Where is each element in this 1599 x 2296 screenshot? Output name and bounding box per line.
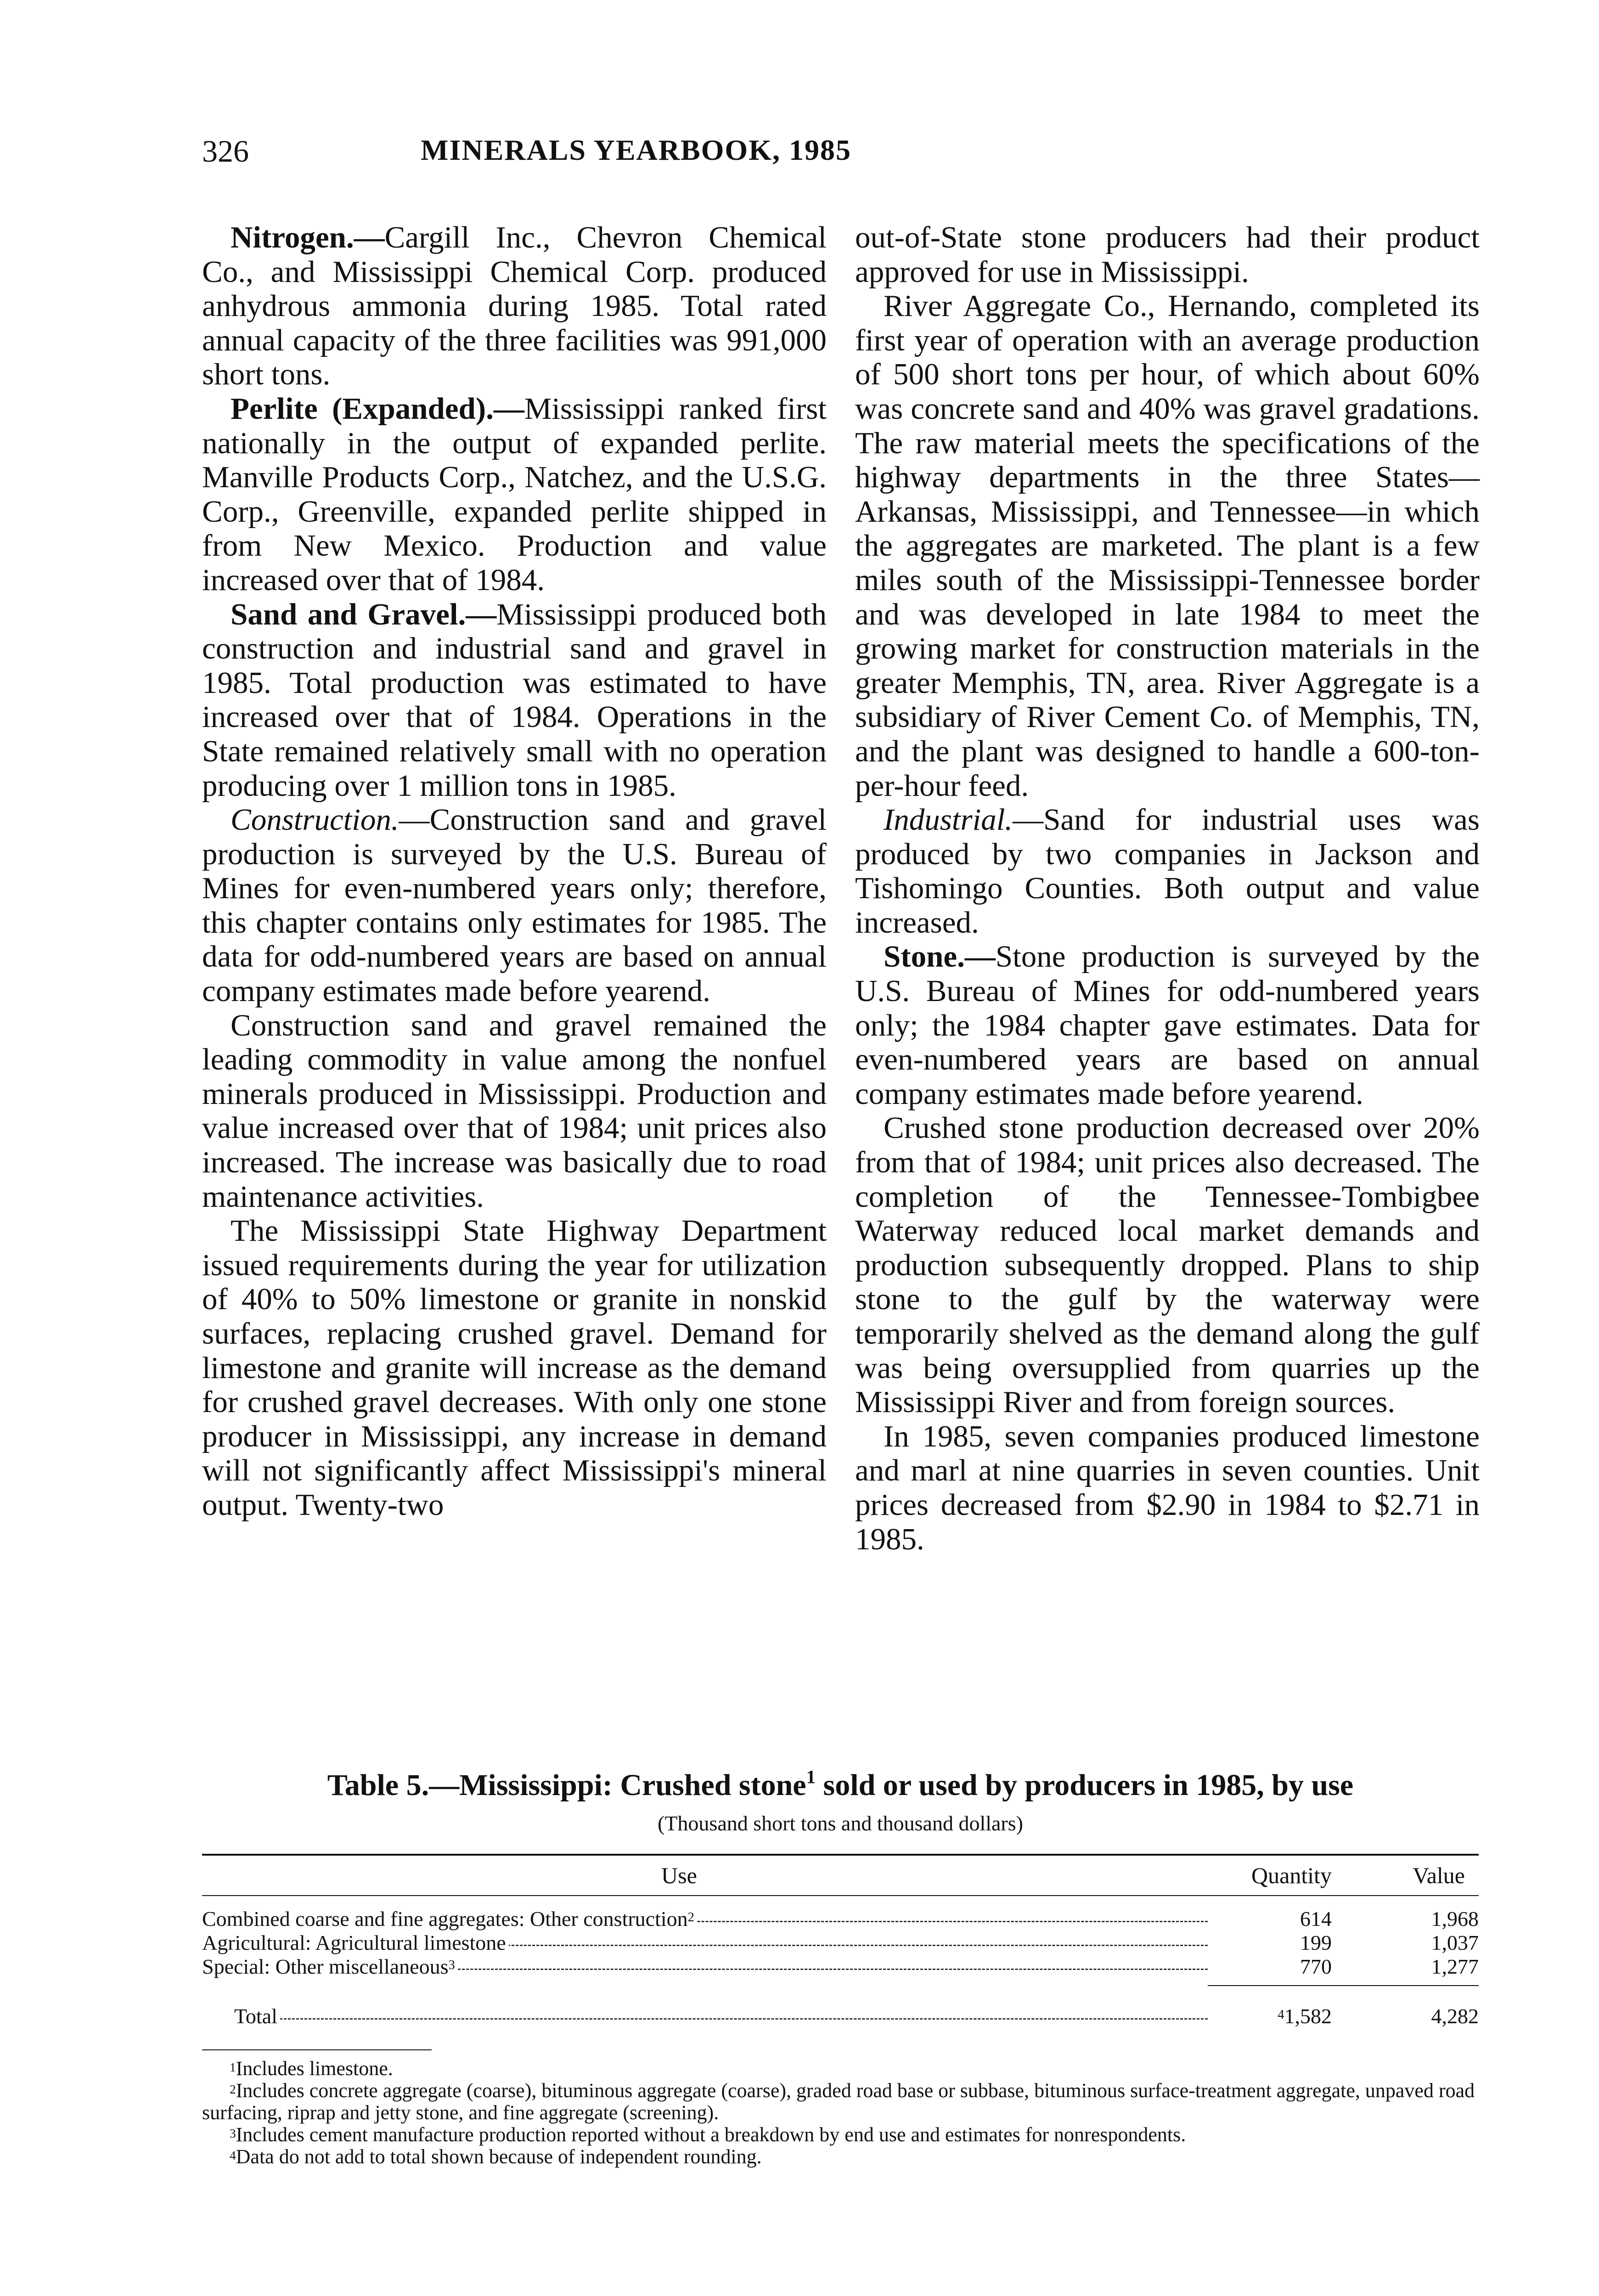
column-header-use: Use: [661, 1863, 697, 1888]
paragraph-text: —Construction sand and gravel production is surveyed by the U.S. Bureau of Mines for even-numbered years only; therefore, this chapter contains only estimates for 1985. The data for odd-numbered years are based on annual company estimates made before yearend.: [202, 803, 827, 1008]
footnote-rule: [202, 2049, 432, 2050]
right-column: [855, 220, 1480, 1556]
row-label: [202, 1907, 697, 1931]
footnote: [202, 2146, 1479, 2168]
total-quantity-text: 1,582: [1284, 2004, 1332, 2028]
column-header-quantity: Quantity: [1251, 1863, 1332, 1888]
heading-nitrogen: Nitrogen.—: [231, 220, 385, 254]
paragraph-text: Stone production is surveyed by the U.S. Bureau of Mines for odd-numbered years only; the 1984 chapter gave estimates. Data for even-numbered years are based on annual company estimates made before yearend.: [855, 940, 1480, 1111]
page-header: [202, 133, 1070, 170]
row-label: [202, 1955, 458, 1979]
row-value: 1,037: [1431, 1931, 1479, 1954]
table-row: [202, 1907, 1479, 1931]
row-quantity: 614: [1300, 1907, 1332, 1930]
row-quantity: 199: [1300, 1931, 1332, 1954]
row-label: [202, 1931, 509, 1955]
paragraph: The Mississippi State Highway Department issued requirements during the year for utilization of 40% to 50% limestone or granite in nonskid surfaces, replacing crushed gravel. Demand for limestone and granite will increase as the demand for crushed gravel decreases. With only one stone producer in Mississippi, any increase in demand will not significantly affect Mississippi's mineral output. Twenty-two: [202, 1214, 827, 1522]
paragraph-sand-gravel: [202, 597, 827, 803]
table-title-text: sold or used by producers in 1985, by use: [816, 1768, 1354, 1802]
column-header-value: Value: [1413, 1863, 1465, 1888]
heading-perlite: Perlite (Expanded).—: [231, 391, 524, 426]
table-title-text: Table 5.—Mississippi: Crushed stone: [327, 1768, 806, 1802]
footnote-text: Data do not add to total shown because of independent rounding.: [236, 2145, 762, 2168]
paragraph: In 1985, seven companies produced limestone and marl at nine quarries in seven counties. Unit prices decreased from $2.90 in 1984 to $2.71 in 1985.: [855, 1419, 1480, 1556]
table-subtitle: (Thousand short tons and thousand dollars): [658, 1812, 1023, 1835]
total-label: Total: [234, 2004, 280, 2028]
footnote-mark: 2: [230, 2082, 236, 2097]
paragraph-text: Mississippi produced both construction and industrial sand and gravel in 1985. Total production was estimated to have increased over that of 1984. Operations in the State remained relatively small with no operation producing over 1 million tons in 1985.: [202, 597, 827, 803]
table-header-row: [202, 1854, 1479, 1895]
table-total-row: [202, 2004, 1479, 2028]
footnote: [202, 2080, 1479, 2124]
paragraph-text: —Sand for industrial uses was produced by two companies in Jackson and Tishomingo Counties. Both output and value increased.: [855, 803, 1480, 940]
table-row: [202, 1931, 1479, 1955]
total-rule: [1208, 1985, 1479, 1986]
total-quantity: [1278, 2004, 1332, 2028]
footnote: [202, 2058, 1479, 2080]
paragraph: Construction sand and gravel remained the leading commodity in value among the nonfuel minerals produced in Mississippi. Production and value increased over that of 1984; unit prices also increased. The increase was basically due to road maintenance activities.: [202, 1008, 827, 1214]
leader-dots: [234, 2018, 1208, 2020]
left-column: [202, 220, 827, 1522]
footnote: [202, 2124, 1479, 2146]
paragraph-industrial: [855, 803, 1480, 940]
paragraph-continued: out-of-State stone producers had their product approved for use in Mississippi.: [855, 220, 1480, 289]
subheading-industrial: Industrial.: [884, 803, 1013, 837]
page-number: 326: [202, 134, 249, 169]
footnote-text: Includes limestone.: [236, 2057, 393, 2080]
heading-stone: Stone.—: [884, 940, 996, 974]
paragraph-text: Mississippi ranked first nationally in the output of expanded perlite. Manville Products Corp., Natchez, and the U.S.G. Corp., Greenville, expanded perlite shipped in from New Mexico. Production and value increased over that of 1984.: [202, 391, 827, 597]
footnote-ref: 1: [806, 1766, 816, 1787]
footnote-ref: 4: [1278, 2008, 1284, 2022]
heading-sand-gravel: Sand and Gravel.—: [231, 597, 497, 631]
table-title: [202, 1768, 1479, 1803]
paragraph-perlite: [202, 392, 827, 597]
table-row: [202, 1955, 1479, 1979]
footnote-mark: 3: [230, 2127, 236, 2141]
running-head: MINERALS YEARBOOK, 1985: [421, 134, 851, 166]
footnote-mark: 1: [230, 2060, 236, 2075]
paragraph-text: Cargill Inc., Chevron Chemical Co., and Mississippi Chemical Corp. produced anhydrous ammonia during 1985. Total rated annual capacity of the three facilities was 991,000 short tons.: [202, 220, 827, 392]
row-label-text: Agricultural: Agricultural limestone: [202, 1931, 506, 1954]
row-quantity: 770: [1300, 1955, 1332, 1978]
total-value: 4,282: [1431, 2004, 1479, 2028]
row-value: 1,277: [1431, 1955, 1479, 1978]
footnote-text: Includes cement manufacture production reported without a breakdown by end use and estimates for nonrespondents.: [236, 2123, 1186, 2146]
row-value: 1,968: [1431, 1907, 1479, 1930]
footnote-ref: 3: [448, 1958, 455, 1973]
footnote-text: Includes concrete aggregate (coarse), bituminous aggregate (coarse), graded road base or subbase, bituminous surface-treatment aggregate, unpaved road surfacing, riprap and jetty stone, and fine aggregate (screening).: [202, 2079, 1475, 2124]
paragraph: River Aggregate Co., Hernando, completed its first year of operation with an average production of 500 short tons per hour, of which about 60% was concrete sand and 40% was gravel gradations. The raw material meets the specifications of the highway departments in the three States—Arkansas, Mississippi, and Tennessee—in which the aggregates are marketed. The plant is a few miles south of the Mississippi-Tennessee border and was developed in late 1984 to meet the growing market for construction materials in the greater Memphis, TN, area. River Aggregate is a subsidiary of River Cement Co. of Memphis, TN, and the plant was designed to handle a 600-ton-per-hour feed.: [855, 289, 1480, 803]
paragraph-nitrogen: [202, 220, 827, 392]
row-label-text: Combined coarse and fine aggregates: Other construction: [202, 1907, 688, 1930]
row-label-text: Special: Other miscellaneous: [202, 1955, 449, 1978]
subheading-construction: Construction.: [231, 803, 399, 837]
table-footnotes: [202, 2058, 1479, 2168]
table-5: [202, 1768, 1479, 2168]
footnote-ref: 2: [687, 1910, 694, 1925]
footnote-mark: 4: [230, 2149, 236, 2163]
paragraph: Crushed stone production decreased over 20% from that of 1984; unit prices also decreased. The completion of the Tennessee-Tombigbee Waterway reduced local market demands and production subsequently dropped. Plans to ship stone to the gulf by the waterway were temporarily shelved as the demand along the gulf was being oversupplied from quarries up the Mississippi River and from foreign sources.: [855, 1111, 1480, 1419]
paragraph-construction: [202, 803, 827, 1008]
table-body: [202, 1896, 1479, 2028]
paragraph-stone: [855, 940, 1480, 1111]
